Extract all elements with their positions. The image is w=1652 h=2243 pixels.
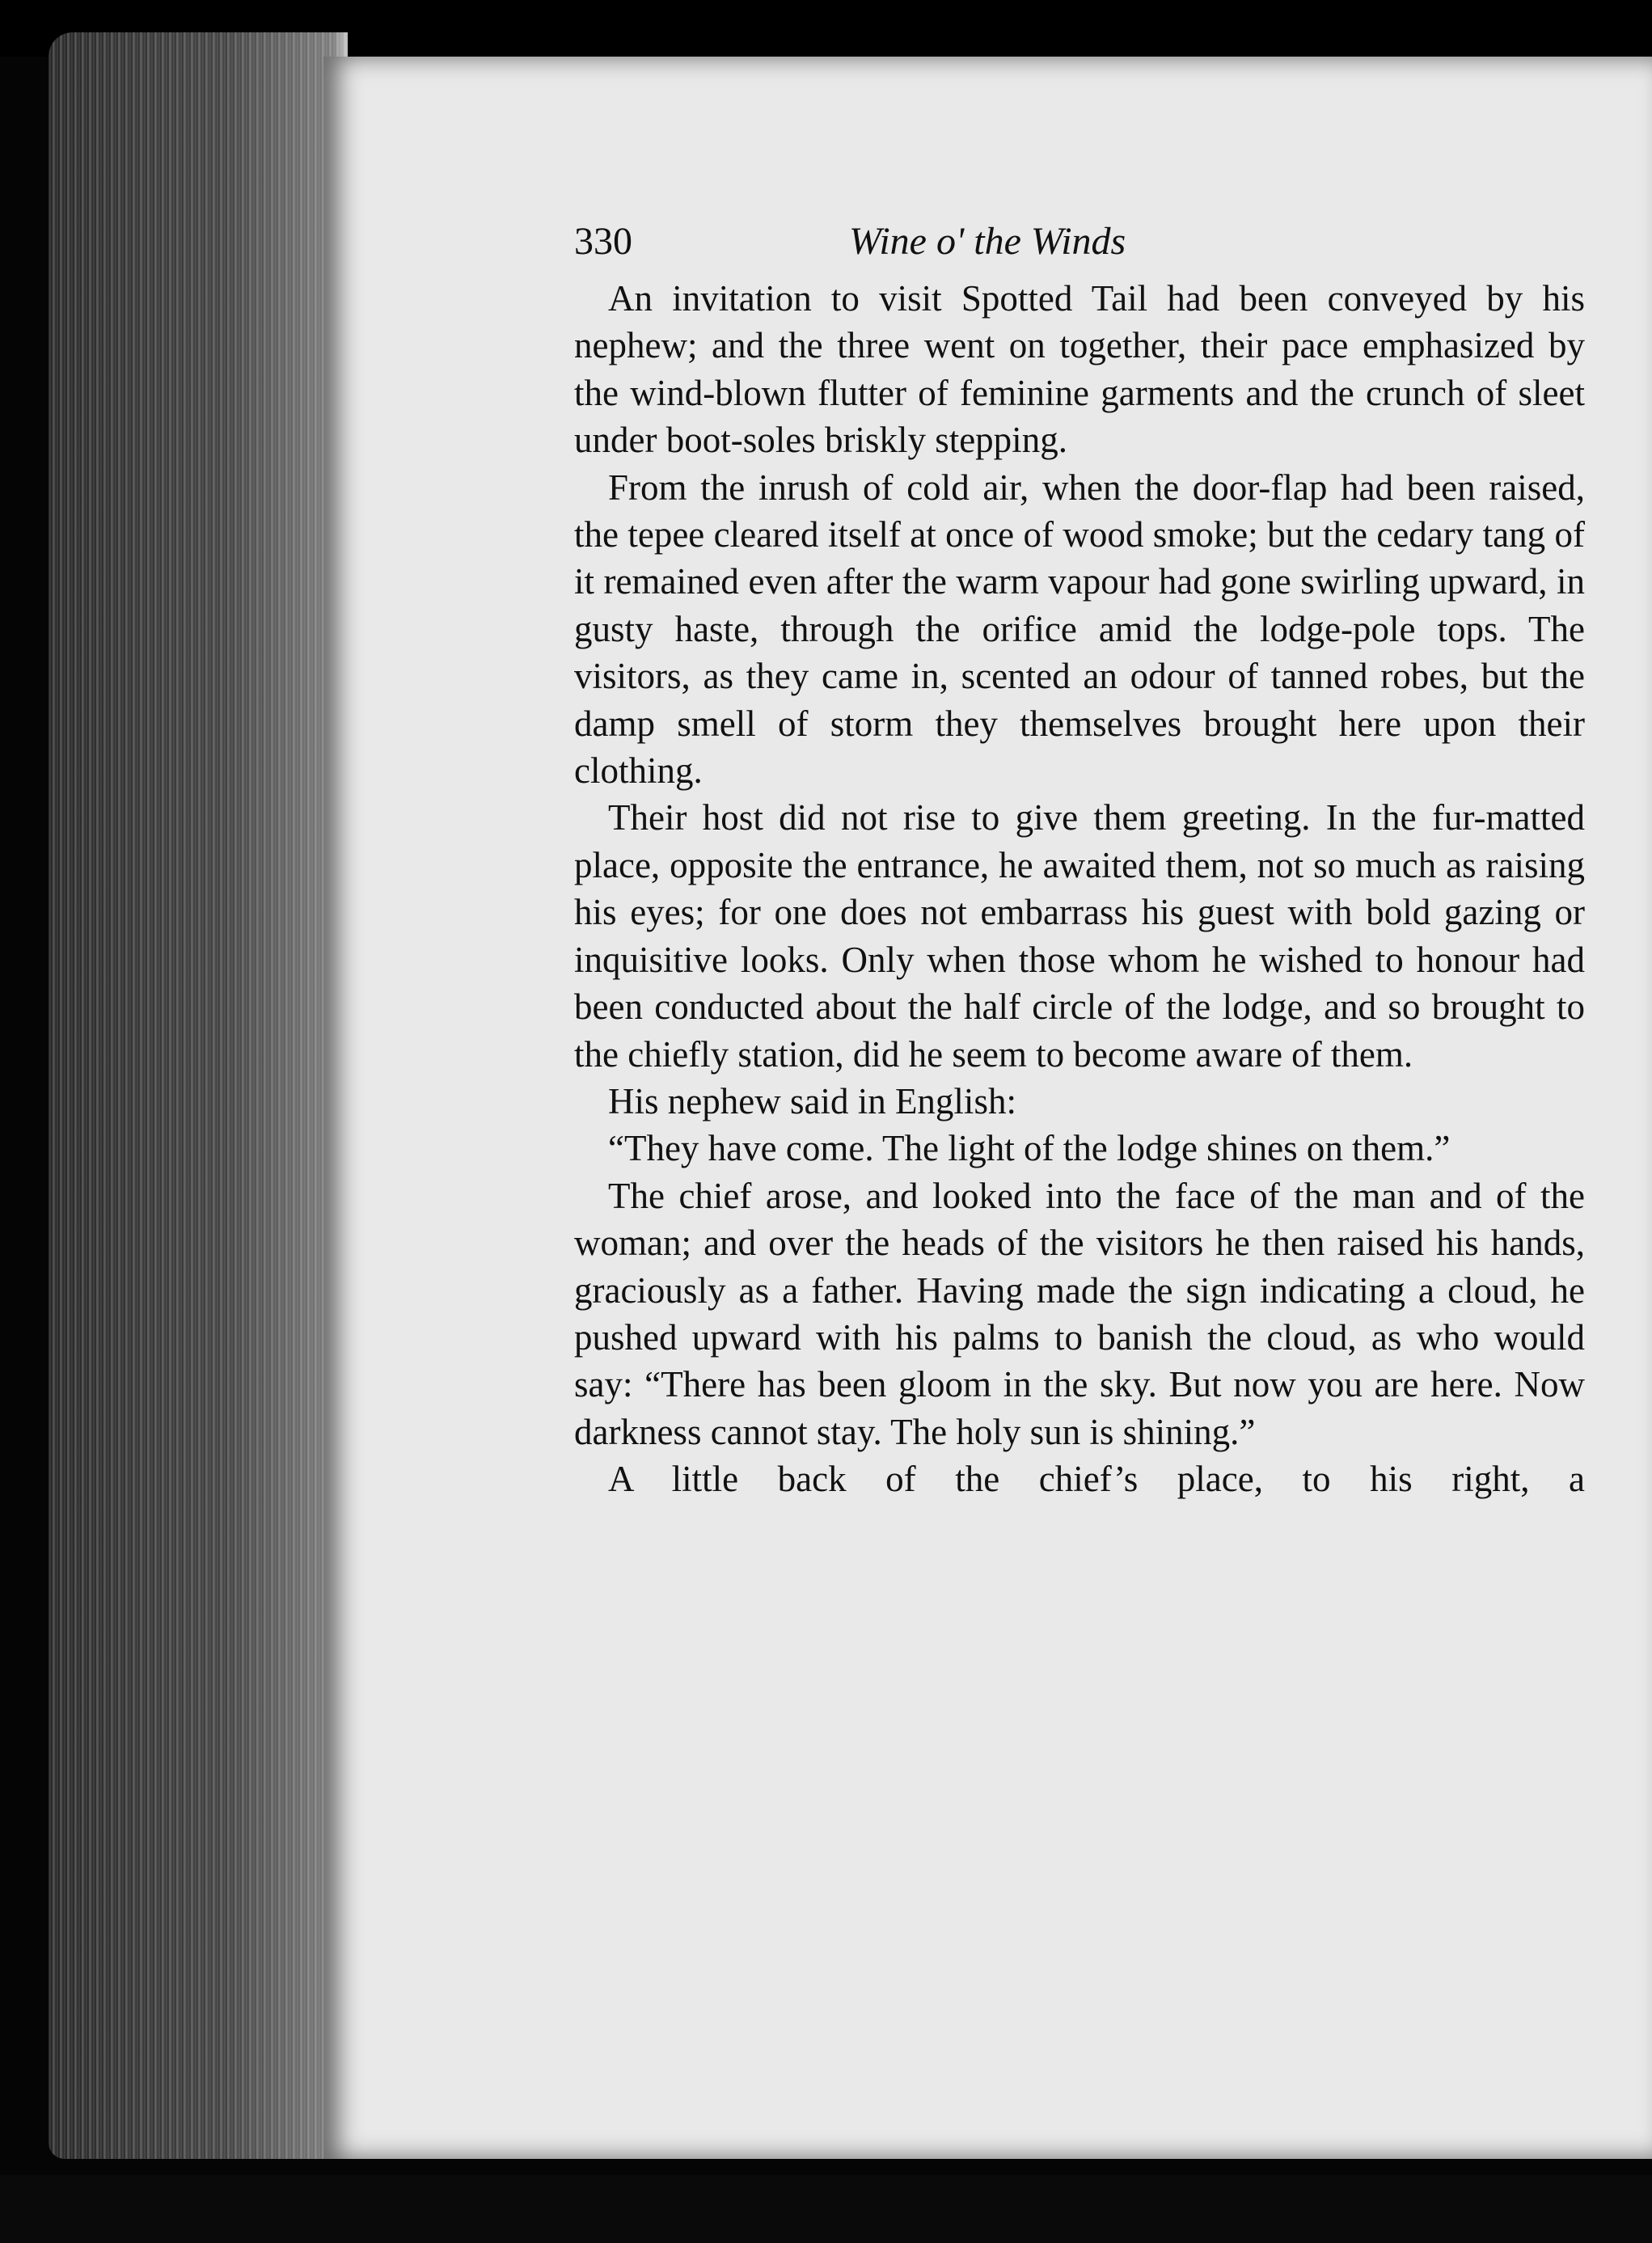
page-text-block	[574, 218, 1585, 1503]
paragraph: A little back of the chief’s place, to his right, a	[608, 1459, 1585, 1500]
paragraph: Their host did not rise to give them greeting. In the fur-matted place, opposite the entrance, he awaited them, not so much as raising his eyes; for one does not embarrass his guest with bold gazing or inquisitive looks. Only when those whom he wished to honour had been conducted about the half circle of the lodge, and so brought to the chiefly station, did he seem to become aware of them.	[574, 797, 1585, 1075]
running-head	[574, 218, 1585, 272]
paragraph: From the inrush of cold air, when the door-flap had been raised, the tepee cleared itself at once of wood smoke; but the cedary tang of it remained even after the warm vapour had gone swirling upward, in gusty haste, through the orifice amid the lodge-pole tops. The visitors, as they came in, scented an odour of tanned robes, but the damp smell of storm they themselves brought here upon their clothing.	[574, 467, 1585, 792]
scan-bottom-border	[0, 2175, 1652, 2243]
paragraph: The chief arose, and looked into the face of the man and of the woman; and over the heads of the visitors he then raised his hands, graciously as a father. Having made the sign indicating a cloud, he pushed upward with his palms to banish the cloud, as who would say: “There has been gloom in the sky. But now you are here. Now darkness cannot stay. The holy sun is shining.”	[574, 1175, 1585, 1452]
page-number: 330	[574, 220, 632, 263]
paragraph: His nephew said in English:	[608, 1080, 1016, 1122]
running-title: Wine o' the Winds	[849, 220, 1126, 263]
book-page-edges	[49, 32, 348, 2159]
paragraph: “They have come. The light of the lodge shines on them.”	[608, 1128, 1451, 1169]
paragraph: An invitation to visit Spotted Tail had been conveyed by his nephew; and the three went on together, their pace emphasized by the wind-blown flutter of feminine garments and the crunch of sleet under boot-soles briskly stepping.	[574, 278, 1585, 461]
